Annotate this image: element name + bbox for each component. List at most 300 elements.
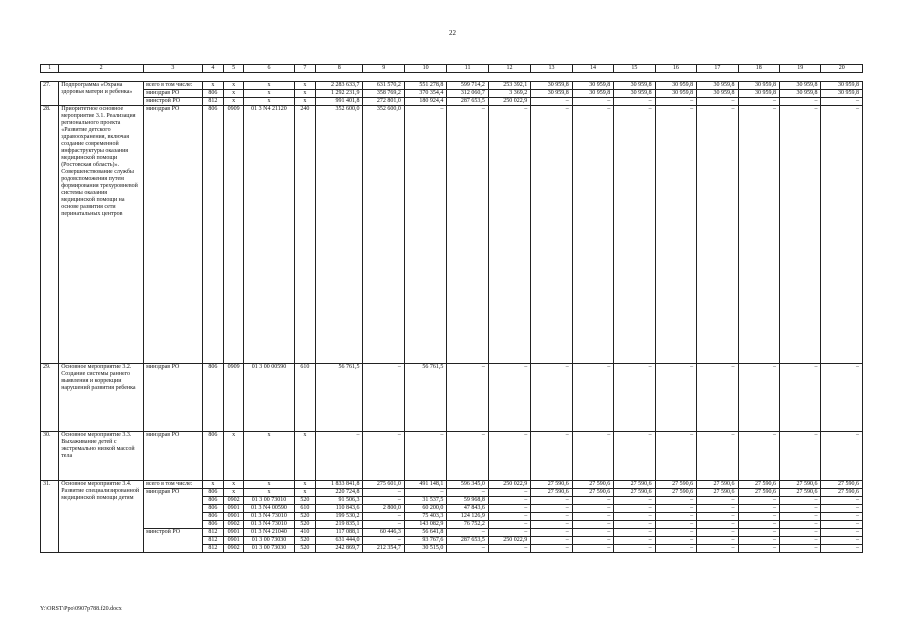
column-header: 11 (447, 65, 488, 73)
table-row (41, 98, 863, 106)
cell-value: 01 3 N4 73010 (244, 513, 295, 521)
cell-value: – (780, 529, 821, 537)
column-header: 16 (655, 65, 696, 73)
cell-value: 01 3 N4 73010 (244, 521, 295, 529)
cell-value: – (697, 513, 738, 521)
cell-value: 124 126,9 (447, 513, 488, 521)
cell-value: – (821, 537, 863, 545)
cell-value: 30 959,8 (572, 90, 613, 98)
cell-value: 27 590,6 (531, 489, 572, 497)
cell-value: – (363, 537, 404, 545)
cell-value: 60 200,0 (404, 505, 446, 513)
cell-value: 312 060,7 (447, 90, 488, 98)
table-row (41, 106, 863, 364)
cell-executor: всего в том числе: (144, 481, 203, 489)
cell-executor: минздрав РО (144, 106, 203, 364)
cell-name: Основное мероприятие 3.2. Создание системы раннего выявления и коррекции нарушений развития ребенка (59, 364, 144, 432)
cell-value: 30 959,8 (780, 90, 821, 98)
cell-value: 27 590,6 (697, 481, 738, 489)
cell-value: – (363, 521, 404, 529)
column-header: 1 (41, 65, 59, 73)
cell-value: 56 641,8 (404, 529, 446, 537)
cell-value: – (697, 529, 738, 537)
cell-value: – (655, 545, 696, 553)
cell-value: 180 924,4 (404, 98, 446, 106)
cell-value: – (572, 545, 613, 553)
cell-value: – (572, 497, 613, 505)
cell-value: х (244, 489, 295, 497)
footer-file-path: Y:\ORST\Ppo\0907p788.f20.docx (40, 606, 122, 612)
cell-value: 806 (202, 497, 223, 505)
cell-value: х (294, 98, 315, 106)
cell-value: – (614, 98, 655, 106)
cell-value: – (821, 513, 863, 521)
cell-value: 27 590,6 (531, 481, 572, 489)
cell-executor: всего в том числе: (144, 82, 203, 90)
table-row (41, 489, 863, 497)
cell-value: – (821, 364, 863, 432)
cell-value: 91 506,3 (315, 497, 363, 505)
cell-value: – (447, 545, 488, 553)
cell-value: – (404, 489, 446, 497)
column-header: 9 (363, 65, 404, 73)
cell-value: 812 (202, 537, 223, 545)
cell-value: – (614, 513, 655, 521)
cell-value: – (447, 529, 488, 537)
cell-value: 30 959,8 (738, 90, 779, 98)
cell-year: 30 959,8 (780, 82, 821, 90)
cell-year: 30 959,8 (738, 82, 779, 90)
cell-value: 59 968,8 (447, 497, 488, 505)
cell-value: – (697, 432, 738, 481)
table-row (41, 529, 863, 537)
cell-value: 0902 (223, 521, 243, 529)
cell-value: х (223, 98, 243, 106)
cell-value: – (738, 521, 779, 529)
cell-value: – (531, 537, 572, 545)
cell-value: – (614, 537, 655, 545)
cell-value: 0901 (223, 513, 243, 521)
cell-value: – (488, 489, 530, 497)
cell-value: – (780, 497, 821, 505)
cell-value: – (697, 497, 738, 505)
cell-value: – (738, 545, 779, 553)
column-header: 13 (531, 65, 572, 73)
cell-value: – (363, 497, 404, 505)
cell-num: 31. (41, 481, 59, 553)
column-header: 12 (488, 65, 530, 73)
cell-value: 1 292 231,9 (315, 90, 363, 98)
cell-value: х (294, 90, 315, 98)
cell-value: – (655, 521, 696, 529)
cell-value: – (655, 505, 696, 513)
cell-value: – (572, 537, 613, 545)
cell-value: – (572, 364, 613, 432)
cell-value: 01 3 00 73030 (244, 545, 295, 553)
cell-value: 352 600,0 (315, 106, 363, 364)
cell-value: – (655, 497, 696, 505)
cell-value: – (572, 529, 613, 537)
cell-value: 806 (202, 364, 223, 432)
cell-value: – (821, 497, 863, 505)
cell-value: – (488, 521, 530, 529)
cell-year: 30 959,8 (531, 82, 572, 90)
cell-value: – (531, 521, 572, 529)
cell-total: 2 283 633,7 (315, 82, 363, 90)
cell-value: – (531, 505, 572, 513)
cell-value: 250 022,9 (488, 98, 530, 106)
cell-year: 30 959,8 (655, 82, 696, 90)
cell-value: 812 (202, 545, 223, 553)
cell-rzpr: х (223, 82, 243, 90)
cell-year: 30 959,8 (821, 82, 863, 90)
cell-value: – (655, 513, 696, 521)
cell-value: 27 590,6 (614, 481, 655, 489)
cell-value: – (738, 497, 779, 505)
cell-value: 0901 (223, 505, 243, 513)
column-header: 19 (780, 65, 821, 73)
cell-value: – (447, 106, 488, 364)
cell-value: – (614, 432, 655, 481)
cell-value: 27 590,6 (780, 481, 821, 489)
cell-value: – (488, 106, 530, 364)
cell-value: – (447, 364, 488, 432)
cell-value: – (572, 505, 613, 513)
cell-value: 806 (202, 505, 223, 513)
cell-value: 01 3 00 73010 (244, 497, 295, 505)
column-header: 3 (144, 65, 203, 73)
cell-value: х (202, 481, 223, 489)
cell-value: – (531, 106, 572, 364)
cell-value: – (738, 505, 779, 513)
cell-value: 272 801,0 (363, 98, 404, 106)
cell-value: – (614, 505, 655, 513)
column-header: 10 (404, 65, 446, 73)
cell-value: 520 (294, 521, 315, 529)
cell-value: – (488, 432, 530, 481)
cell-value: 806 (202, 432, 223, 481)
cell-value: 1 833 841,8 (315, 481, 363, 489)
column-header: 2 (59, 65, 144, 73)
cell-csr: х (244, 82, 295, 90)
cell-executor: минздрав РО (144, 90, 203, 98)
cell-value: 27 590,6 (821, 489, 863, 497)
cell-value: 31 537,5 (404, 497, 446, 505)
cell-name: Основное мероприятие 3.3. Выхаживание детей с экстремально низкой массой тела (59, 432, 144, 481)
page-number: 22 (449, 29, 456, 37)
cell-value: 219 835,1 (315, 521, 363, 529)
cell-value: – (655, 98, 696, 106)
cell-value: х (223, 90, 243, 98)
cell-value: – (488, 513, 530, 521)
cell-value: – (363, 489, 404, 497)
column-header: 15 (614, 65, 655, 73)
cell-value: 0902 (223, 497, 243, 505)
cell-value: 30 959,8 (655, 90, 696, 98)
cell-value: – (738, 432, 779, 481)
cell-value: 30 959,8 (531, 90, 572, 98)
cell-value: – (655, 529, 696, 537)
cell-value: – (447, 489, 488, 497)
cell-value: 520 (294, 545, 315, 553)
cell-value: – (821, 106, 863, 364)
cell-name: Подпрограмма «Охрана здоровья матери и ребенка» (59, 82, 144, 106)
cell-value: – (655, 432, 696, 481)
cell-value: 520 (294, 497, 315, 505)
table-row (41, 82, 863, 90)
cell-value: – (738, 364, 779, 432)
cell-value: – (363, 432, 404, 481)
cell-value: – (780, 505, 821, 513)
cell-value: – (531, 545, 572, 553)
cell-year: 551 278,8 (404, 82, 446, 90)
cell-value: – (531, 529, 572, 537)
cell-value: – (572, 432, 613, 481)
cell-value: 631 444,0 (315, 537, 363, 545)
cell-num: 27. (41, 82, 59, 106)
cell-value: – (531, 364, 572, 432)
cell-value: х (223, 489, 243, 497)
column-header: 18 (738, 65, 779, 73)
column-header: 14 (572, 65, 613, 73)
cell-value: – (821, 529, 863, 537)
cell-value: 30 959,8 (821, 90, 863, 98)
cell-value: 0902 (223, 545, 243, 553)
cell-value: – (780, 432, 821, 481)
cell-value: – (404, 432, 446, 481)
cell-value: 370 354,4 (404, 90, 446, 98)
cell-value: – (780, 545, 821, 553)
cell-value: 01 3 N4 21040 (244, 529, 295, 537)
cell-value: 117 088,1 (315, 529, 363, 537)
cell-value: – (488, 364, 530, 432)
cell-name: Основное мероприятие 3.4. Развитие специализированной медицинской помощи детям (59, 481, 144, 553)
cell-value: 27 590,6 (655, 489, 696, 497)
cell-value: 01 3 00 73030 (244, 537, 295, 545)
cell-value: 01 3 N4 00590 (244, 505, 295, 513)
cell-value: – (821, 505, 863, 513)
cell-value: – (315, 432, 363, 481)
cell-value: 806 (202, 106, 223, 364)
column-header: 4 (202, 65, 223, 73)
cell-value: 27 590,6 (738, 481, 779, 489)
cell-value: 27 590,6 (697, 489, 738, 497)
cell-value: 27 590,6 (738, 489, 779, 497)
cell-value: – (780, 537, 821, 545)
cell-value: х (223, 481, 243, 489)
cell-value: 240 (294, 106, 315, 364)
cell-num: 28. (41, 106, 59, 364)
cell-value: – (655, 537, 696, 545)
cell-value: 220 724,8 (315, 489, 363, 497)
column-header: 6 (244, 65, 295, 73)
cell-value: 520 (294, 513, 315, 521)
cell-executor: минстрой РО (144, 98, 203, 106)
cell-value: 275 601,0 (363, 481, 404, 489)
cell-value: – (614, 529, 655, 537)
cell-value: 610 (294, 364, 315, 432)
cell-value: 27 590,6 (821, 481, 863, 489)
cell-value: х (244, 98, 295, 106)
cell-value: – (363, 513, 404, 521)
cell-value: – (488, 505, 530, 513)
column-header: 7 (294, 65, 315, 73)
cell-value: 410 (294, 529, 315, 537)
cell-value: – (531, 513, 572, 521)
cell-value: – (363, 364, 404, 432)
cell-value: 30 959,8 (697, 90, 738, 98)
cell-value: – (780, 521, 821, 529)
cell-num: 30. (41, 432, 59, 481)
cell-value: 610 (294, 505, 315, 513)
cell-value: 352 600,0 (363, 106, 404, 364)
cell-value: 76 752,2 (447, 521, 488, 529)
cell-value: 199 530,2 (315, 513, 363, 521)
cell-value: – (531, 497, 572, 505)
cell-value: – (697, 364, 738, 432)
cell-year: 631 570,2 (363, 82, 404, 90)
cell-value: 287 653,5 (447, 98, 488, 106)
cell-value: – (780, 513, 821, 521)
cell-value: – (572, 106, 613, 364)
cell-value: 60 446,3 (363, 529, 404, 537)
cell-value: 27 590,6 (572, 481, 613, 489)
cell-value: – (738, 106, 779, 364)
cell-value: – (572, 98, 613, 106)
cell-value: – (697, 521, 738, 529)
cell-value: – (821, 432, 863, 481)
table-row (41, 432, 863, 481)
budget-table (40, 64, 863, 553)
cell-value: 0909 (223, 364, 243, 432)
table-row (41, 481, 863, 489)
cell-value: – (447, 432, 488, 481)
cell-year: 30 959,8 (572, 82, 613, 90)
cell-value: 110 843,6 (315, 505, 363, 513)
cell-value: х (244, 90, 295, 98)
cell-year: 30 959,8 (614, 82, 655, 90)
table-row (41, 90, 863, 98)
cell-value: – (531, 98, 572, 106)
cell-value: – (488, 545, 530, 553)
cell-value: 75 403,3 (404, 513, 446, 521)
cell-value: 27 590,6 (614, 489, 655, 497)
cell-vr: х (294, 82, 315, 90)
cell-value: – (614, 545, 655, 553)
spacer-row (41, 73, 863, 82)
cell-value: 27 590,6 (780, 489, 821, 497)
cell-year: 30 959,8 (697, 82, 738, 90)
cell-year: 599 714,2 (447, 82, 488, 90)
cell-value: 2 800,0 (363, 505, 404, 513)
cell-value: 520 (294, 537, 315, 545)
cell-value: х (294, 489, 315, 497)
cell-value: – (404, 106, 446, 364)
cell-value: 01 3 N4 21120 (244, 106, 295, 364)
cell-value: 812 (202, 98, 223, 106)
cell-executor: минздрав РО (144, 364, 203, 432)
cell-value: – (488, 497, 530, 505)
cell-value: 806 (202, 513, 223, 521)
cell-value: х (244, 481, 295, 489)
cell-value: 250 022,9 (488, 537, 530, 545)
cell-value: 27 590,6 (655, 481, 696, 489)
table-row (41, 364, 863, 432)
cell-value: – (614, 106, 655, 364)
cell-grbs: х (202, 82, 223, 90)
cell-value: – (738, 513, 779, 521)
cell-value: х (294, 481, 315, 489)
cell-value: 30 959,8 (614, 90, 655, 98)
cell-value: – (655, 106, 696, 364)
column-header: 8 (315, 65, 363, 73)
cell-value: х (223, 432, 243, 481)
cell-value: 01 3 00 00590 (244, 364, 295, 432)
column-header: 17 (697, 65, 738, 73)
cell-executor: минздрав РО (144, 432, 203, 481)
cell-value: 0909 (223, 106, 243, 364)
cell-value: 56 761,5 (315, 364, 363, 432)
cell-value: х (294, 432, 315, 481)
cell-value: – (738, 537, 779, 545)
cell-executor: минздрав РО (144, 489, 203, 529)
column-header: 5 (223, 65, 243, 73)
cell-value: 596 345,0 (447, 481, 488, 489)
cell-value: 991 401,8 (315, 98, 363, 106)
cell-value: – (780, 106, 821, 364)
cell-year: 253 392,1 (488, 82, 530, 90)
cell-value: – (531, 432, 572, 481)
cell-value: 212 354,7 (363, 545, 404, 553)
cell-value: – (780, 364, 821, 432)
cell-value: – (697, 98, 738, 106)
cell-value: 30 515,0 (404, 545, 446, 553)
cell-value: – (614, 364, 655, 432)
cell-executor: минстрой РО (144, 529, 203, 553)
cell-value: 47 843,6 (447, 505, 488, 513)
cell-value: 358 769,2 (363, 90, 404, 98)
cell-value: 0901 (223, 537, 243, 545)
cell-value: – (697, 106, 738, 364)
cell-value: 806 (202, 521, 223, 529)
cell-value: 287 653,5 (447, 537, 488, 545)
cell-value: 806 (202, 90, 223, 98)
cell-value: х (244, 432, 295, 481)
cell-value: – (572, 521, 613, 529)
cell-name: Приоритетное основное мероприятие 3.1. Реализация регионального проекта «Развитие детского здравоохранения, включая создание современной инфраструктуры оказания медицинской помощи (Ростовская область)». Совершенствование службы родовспоможения путем формирования трехуровневой системы оказания медицинской помощи на основе развития сети перинатальных центров (59, 106, 144, 364)
cell-value: 250 022,9 (488, 481, 530, 489)
cell-value: – (697, 537, 738, 545)
cell-value: – (697, 505, 738, 513)
cell-value: – (697, 545, 738, 553)
header-row (41, 65, 863, 73)
cell-value: – (821, 98, 863, 106)
cell-value: 242 869,7 (315, 545, 363, 553)
cell-value: 27 590,6 (572, 489, 613, 497)
cell-value: – (488, 529, 530, 537)
cell-value: 56 761,5 (404, 364, 446, 432)
cell-value: 3 369,2 (488, 90, 530, 98)
cell-value: 0901 (223, 529, 243, 537)
cell-value: – (655, 364, 696, 432)
cell-value: – (572, 513, 613, 521)
cell-value: 143 082,9 (404, 521, 446, 529)
cell-value: – (738, 98, 779, 106)
cell-value: – (614, 521, 655, 529)
cell-num: 29. (41, 364, 59, 432)
cell-value: 93 767,6 (404, 537, 446, 545)
cell-value: – (821, 521, 863, 529)
